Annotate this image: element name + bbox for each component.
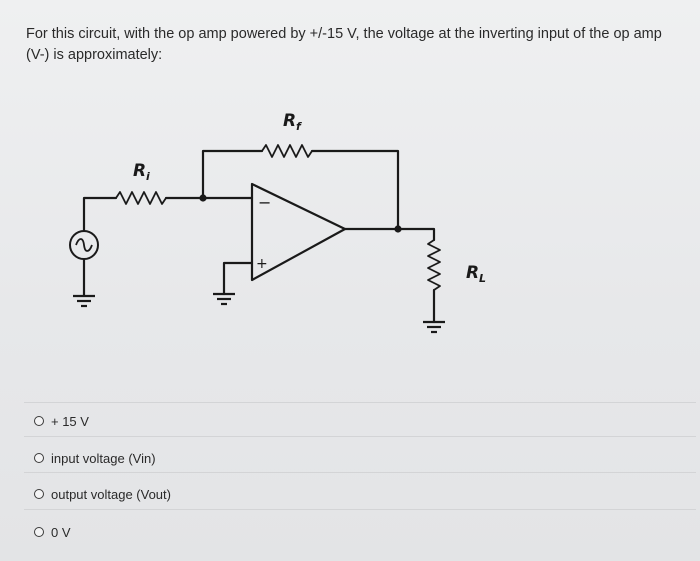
label-rl-subscript: L	[479, 272, 487, 285]
question-text: For this circuit, with the op amp powered by +/-15 V, the voltage at the inverting input of the op amp (V-) is approximately:	[26, 26, 662, 63]
ground-symbol-load	[423, 322, 445, 332]
label-rf-subscript: f	[296, 120, 301, 133]
option-label: input voltage (Vin)	[51, 450, 156, 466]
junction-dot	[199, 194, 206, 201]
label-ri-subscript: i	[146, 170, 150, 183]
resistor-ri	[116, 192, 166, 204]
radio-button-zero-volts[interactable]	[34, 527, 44, 537]
option-divider	[24, 436, 696, 437]
ac-source	[70, 231, 98, 259]
ground-symbol-opamp	[213, 294, 235, 304]
radio-button-plus-15v[interactable]	[34, 416, 44, 426]
resistor-rf	[262, 145, 312, 157]
label-rf: R	[283, 111, 297, 131]
noninverting-input-symbol: +	[256, 256, 268, 272]
output-wire	[345, 229, 434, 240]
inverting-input-symbol: −	[258, 193, 272, 212]
option-output-voltage[interactable]	[34, 483, 171, 505]
option-label: + 15 V	[51, 413, 89, 429]
option-divider	[24, 509, 696, 510]
ground-symbol-source	[73, 259, 95, 306]
option-input-voltage[interactable]	[34, 447, 156, 469]
radio-button-output-voltage[interactable]	[34, 489, 44, 499]
radio-button-input-voltage[interactable]	[34, 453, 44, 463]
label-ri: R	[133, 161, 147, 181]
source-top-wire	[84, 198, 116, 231]
options-divider-top	[24, 402, 696, 403]
output-junction-dot	[394, 225, 401, 232]
option-divider	[24, 472, 696, 473]
option-zero-volts[interactable]	[34, 521, 71, 543]
option-label: output voltage (Vout)	[51, 486, 171, 502]
noninverting-ground-wire	[224, 263, 252, 294]
option-plus-15v[interactable]	[34, 410, 89, 432]
resistor-rl	[428, 240, 440, 290]
option-label: 0 V	[51, 524, 71, 540]
feedback-wire	[203, 151, 262, 198]
feedback-return-wire	[312, 151, 398, 229]
label-rl: R	[466, 263, 480, 283]
